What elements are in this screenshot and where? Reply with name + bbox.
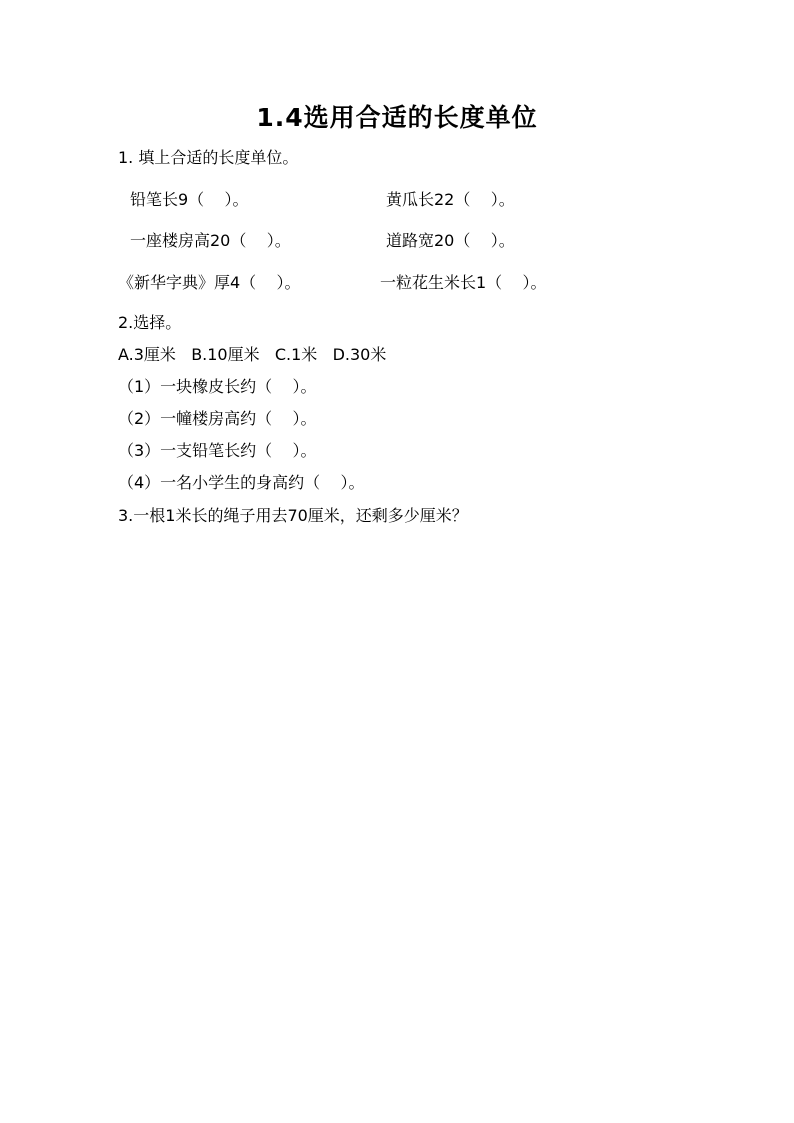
- q1-item-road: 道路宽20（ ）。: [386, 231, 515, 250]
- q1-item-building: 一座楼房高20（ ）。: [130, 231, 291, 250]
- q2-heading: 2.选择。: [118, 313, 182, 332]
- q3-text: 3.一根1米长的绳子用去70厘米，还剩多少厘米？: [118, 506, 468, 525]
- page-title: 1.4选用合适的长度单位: [256, 103, 538, 132]
- q2-item-4: （4）一名小学生的身高约（ ）。: [118, 473, 365, 492]
- q1-item-pencil: 铅笔长9（ ）。: [130, 190, 249, 209]
- q1-item-dictionary: 《新华字典》厚4（ ）。: [118, 273, 301, 292]
- q2-item-2: （2）一幢楼房高约（ ）。: [118, 409, 317, 428]
- q1-item-cucumber: 黄瓜长22（ ）。: [386, 190, 515, 209]
- q2-options: A.3厘米 B.10厘米 C.1米 D.30米: [118, 345, 387, 364]
- q1-item-peanut: 一粒花生米长1（ ）。: [380, 273, 547, 292]
- q2-item-1: （1）一块橡皮长约（ ）。: [118, 377, 317, 396]
- q1-heading: 1. 填上合适的长度单位。: [118, 148, 299, 167]
- q2-item-3: （3）一支铅笔长约（ ）。: [118, 441, 317, 460]
